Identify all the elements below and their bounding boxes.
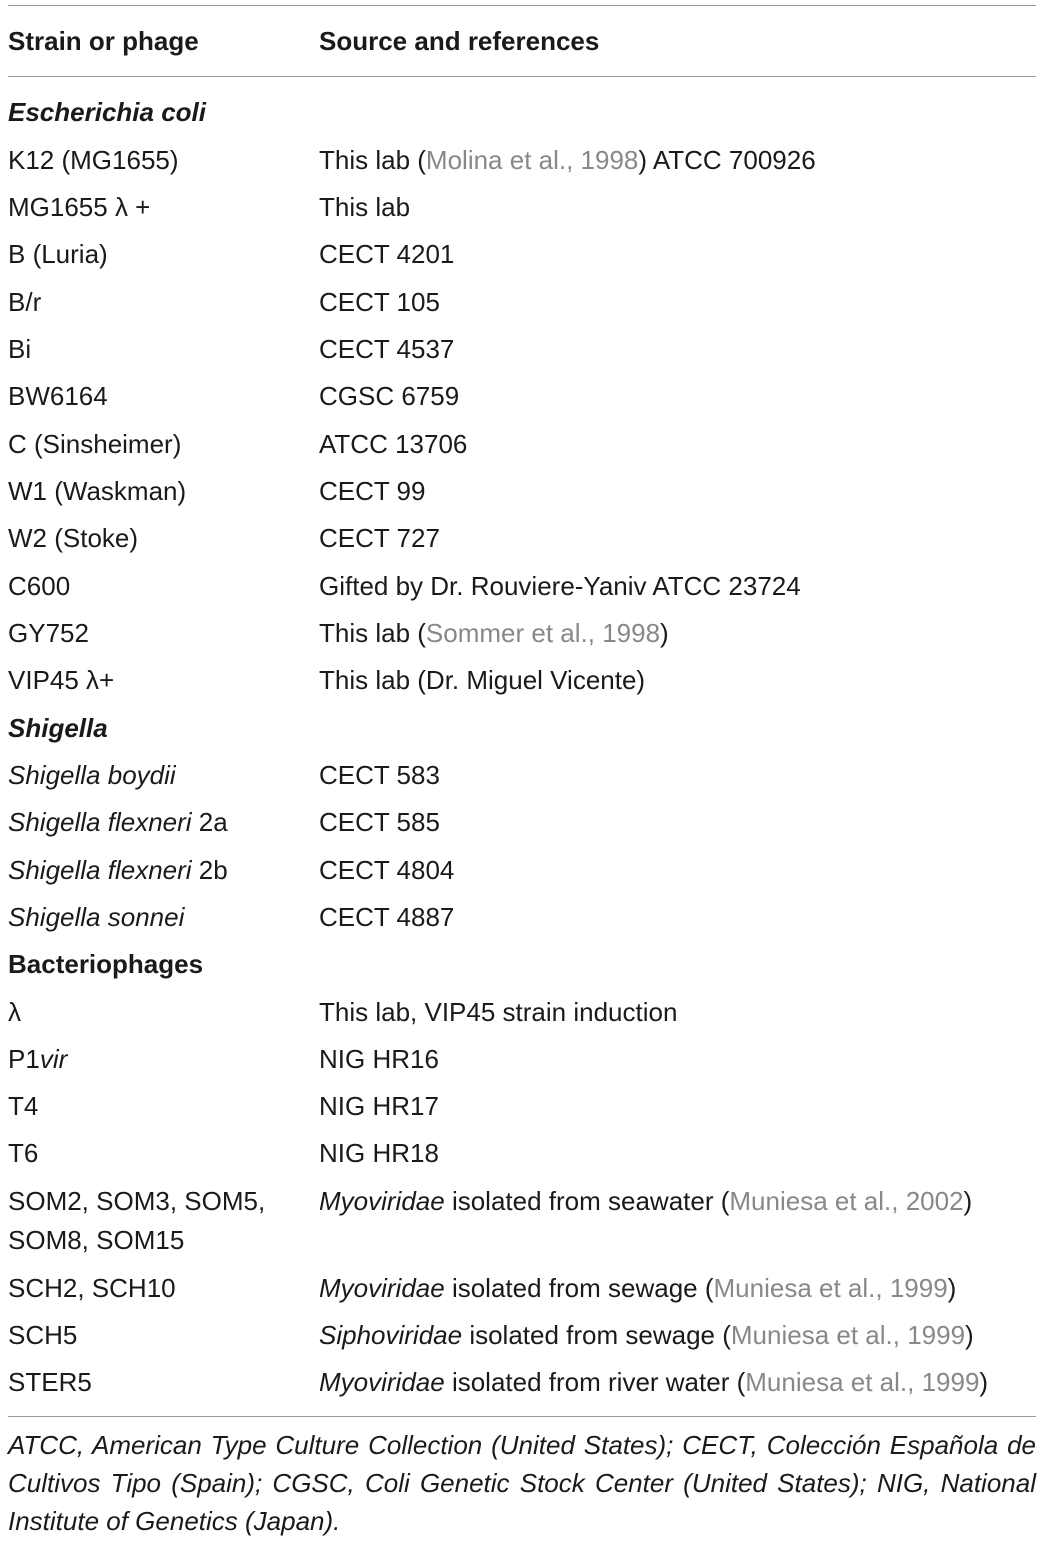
strain-cell: C (Sinsheimer) [8,429,182,459]
reference-link[interactable]: Muniesa et al., 1999 [745,1367,980,1397]
strain-cell: B (Luria) [8,239,108,269]
reference-link[interactable]: Muniesa et al., 1999 [730,1320,966,1350]
reference-link[interactable]: Molina et al., 1998 [425,145,639,175]
source-cell: This lab [319,192,411,222]
source-cell: Myoviridae isolated from seawater (Muniesa et al., 2002) [319,1186,973,1216]
header-strain: Strain or phage [8,26,199,56]
source-cell: Myoviridae isolated from river water (Muniesa et al., 1999) [319,1367,989,1397]
strain-cell: C600 [8,571,71,601]
source-cell: CECT 4804 [319,855,455,885]
source-cell: Gifted by Dr. Rouviere-Yaniv ATCC 23724 [319,571,801,601]
source-cell: This lab (Sommer et al., 1998) [319,618,669,648]
source-cell: ATCC 13706 [319,429,468,459]
source-cell: CECT 4887 [319,902,455,932]
group-label: Bacteriophages [8,949,204,979]
header-source: Source and references [319,26,600,56]
header-rule [8,76,1036,77]
source-cell: Myoviridae isolated from sewage (Muniesa et al., 1999) [319,1273,957,1303]
source-cell: CECT 4537 [319,334,455,364]
strain-cell: T6 [8,1138,39,1168]
strain-cell: λ [8,997,21,1027]
strain-cell: P1vir [8,1044,68,1074]
strain-cell: K12 (MG1655) [8,145,179,175]
source-cell: NIG HR17 [319,1091,439,1121]
group-label: Shigella [8,713,108,743]
source-cell: NIG HR18 [319,1138,439,1168]
strain-cell: Bi [8,334,32,364]
strain-cell: B/r [8,287,42,317]
strain-cell: VIP45 λ+ [8,665,115,695]
strain-cell: SCH2, SCH10 [8,1273,176,1303]
strain-cell: W1 (Waskman) [8,476,187,506]
strain-cell: MG1655 λ + [8,192,151,222]
strain-cell: Shigella flexneri 2a [8,807,228,837]
source-cell: CECT 585 [319,807,440,837]
strain-cell: T4 [8,1091,39,1121]
reference-link[interactable]: Muniesa et al., 1999 [713,1273,948,1303]
strain-cell: SOM8, SOM15 [8,1225,185,1255]
group-label: Escherichia coli [8,97,206,127]
top-rule [8,5,1036,6]
source-cell: CECT 583 [319,760,440,790]
strain-cell: W2 (Stoke) [8,523,139,553]
strain-cell: Shigella boydii [8,760,176,790]
strain-cell: Shigella flexneri 2b [8,855,228,885]
strain-cell: SOM2, SOM3, SOM5, [8,1186,266,1216]
source-cell: CGSC 6759 [319,381,460,411]
source-cell: Siphoviridae isolated from sewage (Muniesa et al., 1999) [319,1320,974,1350]
table-footnote: ATCC, American Type Culture Collection (United States); CECT, Colección Española de Cultivos Tipo (Spain); CGSC, Coli Genetic Stock Center (United States); NIG, National Institute of Genetics (Japan). [8,1430,1036,1536]
source-cell: This lab (Dr. Miguel Vicente) [319,665,646,695]
strain-cell: Shigella sonnei [8,902,185,932]
bottom-rule [8,1416,1036,1417]
source-cell: CECT 4201 [319,239,455,269]
source-cell: CECT 105 [319,287,440,317]
strain-cell: BW6164 [8,381,108,411]
strain-cell: GY752 [8,618,89,648]
source-cell: This lab (Molina et al., 1998) ATCC 700926 [319,145,816,175]
source-cell: CECT 99 [319,476,426,506]
source-cell: CECT 727 [319,523,440,553]
source-cell: This lab, VIP45 strain induction [319,997,678,1027]
strain-cell: STER5 [8,1367,92,1397]
reference-link[interactable]: Muniesa et al., 2002 [729,1186,964,1216]
reference-link[interactable]: Sommer et al., 1998 [425,618,661,648]
strain-cell: SCH5 [8,1320,78,1350]
source-cell: NIG HR16 [319,1044,439,1074]
